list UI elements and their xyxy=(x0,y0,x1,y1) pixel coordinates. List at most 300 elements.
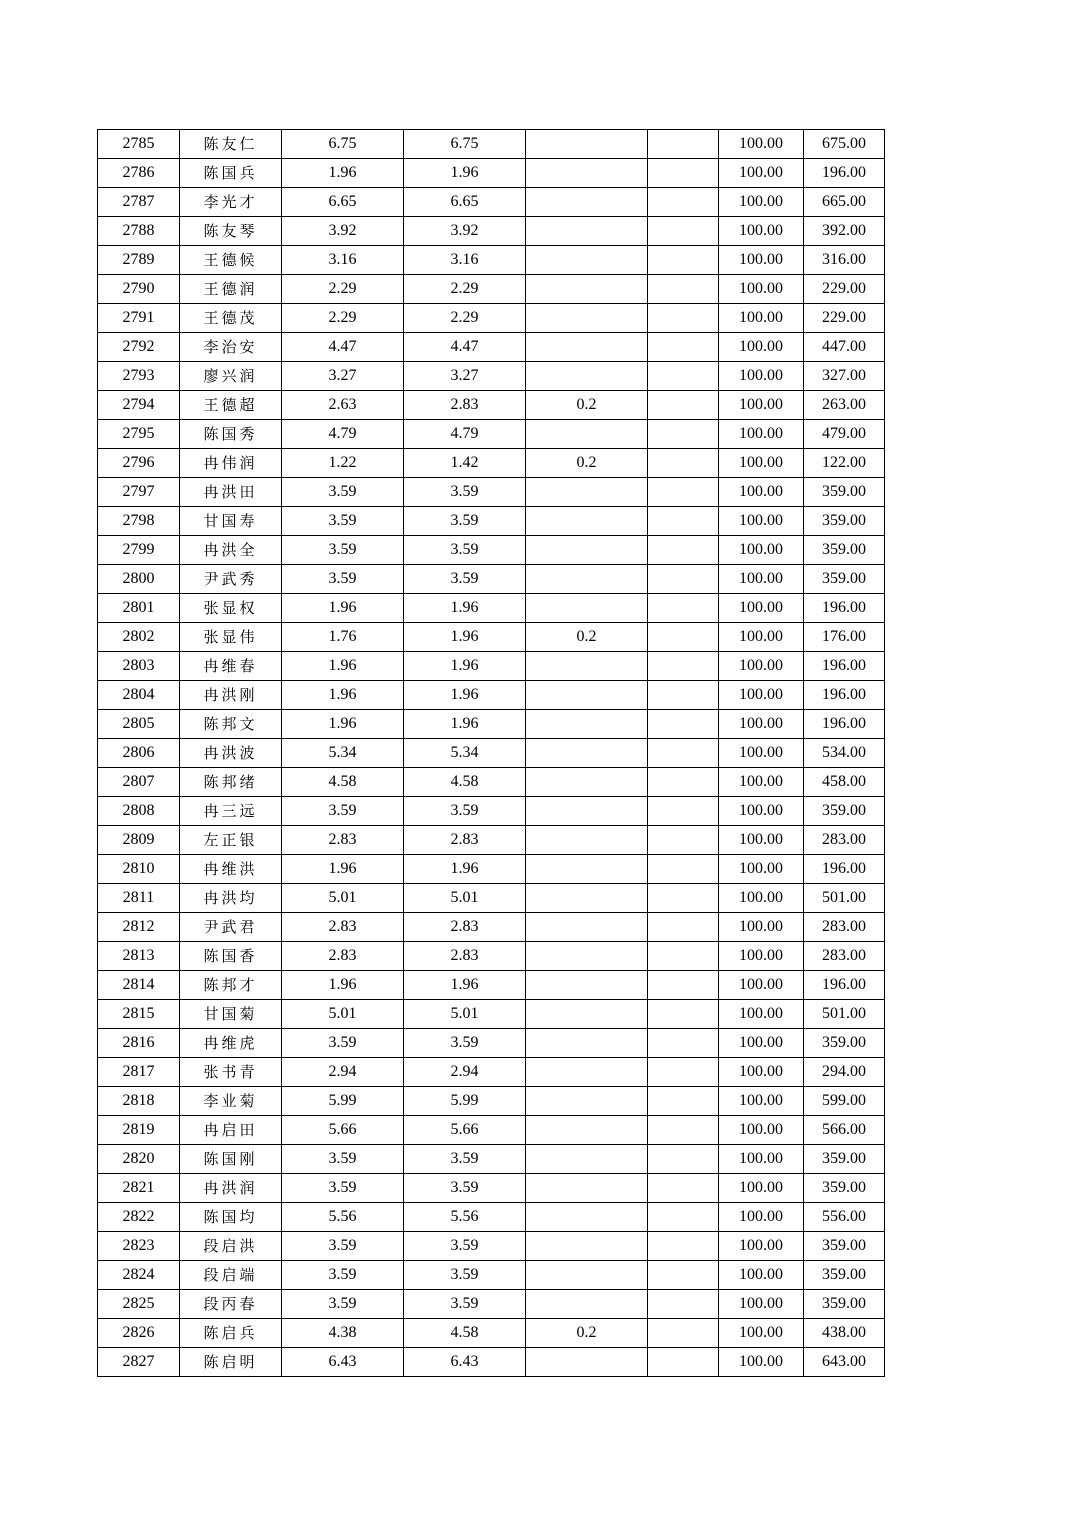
serial-number-cell: 2794 xyxy=(98,391,180,420)
amount-cell: 327.00 xyxy=(804,362,885,391)
amount-cell: 359.00 xyxy=(804,1174,885,1203)
name-cell: 尹武秀 xyxy=(180,565,282,594)
rate-cell: 100.00 xyxy=(719,768,804,797)
deduction-cell xyxy=(526,246,648,275)
deduction-cell xyxy=(526,565,648,594)
amount-cell: 196.00 xyxy=(804,652,885,681)
table-row xyxy=(98,884,885,913)
rate-cell: 100.00 xyxy=(719,188,804,217)
table-row xyxy=(98,1029,885,1058)
rate-cell: 100.00 xyxy=(719,420,804,449)
rate-cell: 100.00 xyxy=(719,1348,804,1377)
table-row xyxy=(98,1261,885,1290)
blank-cell xyxy=(648,536,719,565)
rate-cell: 100.00 xyxy=(719,710,804,739)
area-cell: 5.66 xyxy=(282,1116,404,1145)
name-cell: 陈友琴 xyxy=(180,217,282,246)
serial-number-cell: 2811 xyxy=(98,884,180,913)
name-cell: 李业菊 xyxy=(180,1087,282,1116)
table-row xyxy=(98,913,885,942)
blank-cell xyxy=(648,710,719,739)
blank-cell xyxy=(648,1319,719,1348)
area-cell: 5.01 xyxy=(282,1000,404,1029)
serial-number-cell: 2817 xyxy=(98,1058,180,1087)
serial-number-cell: 2800 xyxy=(98,565,180,594)
total-area-cell: 5.34 xyxy=(404,739,526,768)
rate-cell: 100.00 xyxy=(719,1203,804,1232)
blank-cell xyxy=(648,1348,719,1377)
area-cell: 2.83 xyxy=(282,913,404,942)
table-row xyxy=(98,536,885,565)
rate-cell: 100.00 xyxy=(719,130,804,159)
amount-cell: 196.00 xyxy=(804,594,885,623)
serial-number-cell: 2790 xyxy=(98,275,180,304)
blank-cell xyxy=(648,913,719,942)
deduction-cell xyxy=(526,362,648,391)
table-row xyxy=(98,1174,885,1203)
total-area-cell: 1.96 xyxy=(404,681,526,710)
amount-cell: 122.00 xyxy=(804,449,885,478)
area-cell: 3.16 xyxy=(282,246,404,275)
total-area-cell: 5.01 xyxy=(404,884,526,913)
amount-cell: 359.00 xyxy=(804,1029,885,1058)
table-row xyxy=(98,1000,885,1029)
serial-number-cell: 2786 xyxy=(98,159,180,188)
serial-number-cell: 2806 xyxy=(98,739,180,768)
table-row xyxy=(98,449,885,478)
table-row xyxy=(98,652,885,681)
table-row xyxy=(98,1087,885,1116)
blank-cell xyxy=(648,1203,719,1232)
name-cell: 王德茂 xyxy=(180,304,282,333)
area-cell: 3.59 xyxy=(282,1261,404,1290)
amount-cell: 229.00 xyxy=(804,304,885,333)
total-area-cell: 2.83 xyxy=(404,391,526,420)
total-area-cell: 4.58 xyxy=(404,768,526,797)
name-cell: 冉三远 xyxy=(180,797,282,826)
name-cell: 甘国寿 xyxy=(180,507,282,536)
total-area-cell: 2.83 xyxy=(404,913,526,942)
name-cell: 冉洪波 xyxy=(180,739,282,768)
serial-number-cell: 2826 xyxy=(98,1319,180,1348)
area-cell: 1.96 xyxy=(282,652,404,681)
amount-cell: 196.00 xyxy=(804,159,885,188)
total-area-cell: 3.59 xyxy=(404,1145,526,1174)
table-row xyxy=(98,217,885,246)
table-row xyxy=(98,797,885,826)
amount-cell: 316.00 xyxy=(804,246,885,275)
area-cell: 3.59 xyxy=(282,1290,404,1319)
area-cell: 4.47 xyxy=(282,333,404,362)
amount-cell: 283.00 xyxy=(804,826,885,855)
table-row xyxy=(98,1348,885,1377)
serial-number-cell: 2822 xyxy=(98,1203,180,1232)
name-cell: 陈国刚 xyxy=(180,1145,282,1174)
deduction-cell xyxy=(526,1000,648,1029)
name-cell: 张显伟 xyxy=(180,623,282,652)
name-cell: 冉洪刚 xyxy=(180,681,282,710)
serial-number-cell: 2807 xyxy=(98,768,180,797)
total-area-cell: 3.59 xyxy=(404,1232,526,1261)
rate-cell: 100.00 xyxy=(719,942,804,971)
amount-cell: 501.00 xyxy=(804,1000,885,1029)
deduction-cell xyxy=(526,1174,648,1203)
serial-number-cell: 2815 xyxy=(98,1000,180,1029)
amount-cell: 283.00 xyxy=(804,942,885,971)
table-row xyxy=(98,971,885,1000)
area-cell: 5.34 xyxy=(282,739,404,768)
deduction-cell xyxy=(526,1145,648,1174)
area-cell: 5.01 xyxy=(282,884,404,913)
name-cell: 陈国秀 xyxy=(180,420,282,449)
name-cell: 陈国均 xyxy=(180,1203,282,1232)
amount-cell: 534.00 xyxy=(804,739,885,768)
amount-cell: 196.00 xyxy=(804,681,885,710)
rate-cell: 100.00 xyxy=(719,217,804,246)
total-area-cell: 4.58 xyxy=(404,1319,526,1348)
area-cell: 3.92 xyxy=(282,217,404,246)
deduction-cell xyxy=(526,942,648,971)
name-cell: 王德超 xyxy=(180,391,282,420)
amount-cell: 229.00 xyxy=(804,275,885,304)
serial-number-cell: 2798 xyxy=(98,507,180,536)
serial-number-cell: 2789 xyxy=(98,246,180,275)
rate-cell: 100.00 xyxy=(719,159,804,188)
serial-number-cell: 2801 xyxy=(98,594,180,623)
deduction-cell xyxy=(526,275,648,304)
deduction-cell xyxy=(526,304,648,333)
blank-cell xyxy=(648,159,719,188)
total-area-cell: 6.65 xyxy=(404,188,526,217)
amount-cell: 359.00 xyxy=(804,565,885,594)
table-row xyxy=(98,623,885,652)
name-cell: 冉洪均 xyxy=(180,884,282,913)
serial-number-cell: 2827 xyxy=(98,1348,180,1377)
area-cell: 3.27 xyxy=(282,362,404,391)
blank-cell xyxy=(648,681,719,710)
amount-cell: 283.00 xyxy=(804,913,885,942)
name-cell: 冉维虎 xyxy=(180,1029,282,1058)
deduction-cell: 0.2 xyxy=(526,1319,648,1348)
blank-cell xyxy=(648,797,719,826)
blank-cell xyxy=(648,971,719,1000)
deduction-cell xyxy=(526,159,648,188)
blank-cell xyxy=(648,1290,719,1319)
table-row xyxy=(98,507,885,536)
area-cell: 2.83 xyxy=(282,826,404,855)
area-cell: 2.29 xyxy=(282,304,404,333)
area-cell: 1.96 xyxy=(282,971,404,1000)
name-cell: 陈邦文 xyxy=(180,710,282,739)
area-cell: 1.96 xyxy=(282,681,404,710)
amount-cell: 196.00 xyxy=(804,855,885,884)
blank-cell xyxy=(648,826,719,855)
serial-number-cell: 2816 xyxy=(98,1029,180,1058)
blank-cell xyxy=(648,623,719,652)
amount-cell: 359.00 xyxy=(804,1145,885,1174)
rate-cell: 100.00 xyxy=(719,797,804,826)
serial-number-cell: 2812 xyxy=(98,913,180,942)
serial-number-cell: 2814 xyxy=(98,971,180,1000)
total-area-cell: 1.96 xyxy=(404,971,526,1000)
total-area-cell: 3.59 xyxy=(404,507,526,536)
amount-cell: 675.00 xyxy=(804,130,885,159)
name-cell: 冉洪润 xyxy=(180,1174,282,1203)
table-row xyxy=(98,188,885,217)
total-area-cell: 1.96 xyxy=(404,710,526,739)
rate-cell: 100.00 xyxy=(719,913,804,942)
amount-cell: 294.00 xyxy=(804,1058,885,1087)
total-area-cell: 2.83 xyxy=(404,942,526,971)
deduction-cell: 0.2 xyxy=(526,623,648,652)
data-table xyxy=(97,129,885,1377)
blank-cell xyxy=(648,362,719,391)
deduction-cell xyxy=(526,739,648,768)
serial-number-cell: 2785 xyxy=(98,130,180,159)
rate-cell: 100.00 xyxy=(719,739,804,768)
rate-cell: 100.00 xyxy=(719,855,804,884)
name-cell: 陈邦绪 xyxy=(180,768,282,797)
rate-cell: 100.00 xyxy=(719,652,804,681)
blank-cell xyxy=(648,333,719,362)
amount-cell: 359.00 xyxy=(804,1261,885,1290)
amount-cell: 176.00 xyxy=(804,623,885,652)
table-row xyxy=(98,333,885,362)
rate-cell: 100.00 xyxy=(719,1116,804,1145)
serial-number-cell: 2791 xyxy=(98,304,180,333)
rate-cell: 100.00 xyxy=(719,884,804,913)
blank-cell xyxy=(648,942,719,971)
blank-cell xyxy=(648,1174,719,1203)
rate-cell: 100.00 xyxy=(719,681,804,710)
deduction-cell xyxy=(526,855,648,884)
table-row xyxy=(98,1232,885,1261)
name-cell: 李治安 xyxy=(180,333,282,362)
serial-number-cell: 2803 xyxy=(98,652,180,681)
total-area-cell: 2.29 xyxy=(404,304,526,333)
rate-cell: 100.00 xyxy=(719,1000,804,1029)
serial-number-cell: 2805 xyxy=(98,710,180,739)
serial-number-cell: 2804 xyxy=(98,681,180,710)
blank-cell xyxy=(648,1261,719,1290)
name-cell: 冉伟润 xyxy=(180,449,282,478)
serial-number-cell: 2821 xyxy=(98,1174,180,1203)
blank-cell xyxy=(648,652,719,681)
rate-cell: 100.00 xyxy=(719,1174,804,1203)
total-area-cell: 2.94 xyxy=(404,1058,526,1087)
total-area-cell: 3.59 xyxy=(404,1174,526,1203)
rate-cell: 100.00 xyxy=(719,594,804,623)
table-row xyxy=(98,304,885,333)
area-cell: 3.59 xyxy=(282,536,404,565)
serial-number-cell: 2802 xyxy=(98,623,180,652)
name-cell: 王德候 xyxy=(180,246,282,275)
amount-cell: 665.00 xyxy=(804,188,885,217)
rate-cell: 100.00 xyxy=(719,304,804,333)
amount-cell: 438.00 xyxy=(804,1319,885,1348)
total-area-cell: 5.56 xyxy=(404,1203,526,1232)
area-cell: 6.75 xyxy=(282,130,404,159)
total-area-cell: 5.01 xyxy=(404,1000,526,1029)
table-row xyxy=(98,159,885,188)
amount-cell: 501.00 xyxy=(804,884,885,913)
name-cell: 甘国菊 xyxy=(180,1000,282,1029)
amount-cell: 359.00 xyxy=(804,1232,885,1261)
area-cell: 3.59 xyxy=(282,1174,404,1203)
area-cell: 3.59 xyxy=(282,478,404,507)
blank-cell xyxy=(648,855,719,884)
serial-number-cell: 2825 xyxy=(98,1290,180,1319)
table-row xyxy=(98,826,885,855)
name-cell: 李光才 xyxy=(180,188,282,217)
amount-cell: 458.00 xyxy=(804,768,885,797)
area-cell: 1.76 xyxy=(282,623,404,652)
area-cell: 2.63 xyxy=(282,391,404,420)
table-row xyxy=(98,391,885,420)
total-area-cell: 5.99 xyxy=(404,1087,526,1116)
serial-number-cell: 2813 xyxy=(98,942,180,971)
table-row xyxy=(98,1058,885,1087)
area-cell: 3.59 xyxy=(282,1029,404,1058)
name-cell: 廖兴润 xyxy=(180,362,282,391)
name-cell: 尹武君 xyxy=(180,913,282,942)
deduction-cell xyxy=(526,710,648,739)
blank-cell xyxy=(648,391,719,420)
total-area-cell: 3.59 xyxy=(404,1029,526,1058)
table-row xyxy=(98,681,885,710)
blank-cell xyxy=(648,1232,719,1261)
total-area-cell: 3.92 xyxy=(404,217,526,246)
blank-cell xyxy=(648,565,719,594)
total-area-cell: 1.96 xyxy=(404,652,526,681)
name-cell: 段启洪 xyxy=(180,1232,282,1261)
deduction-cell xyxy=(526,797,648,826)
rate-cell: 100.00 xyxy=(719,391,804,420)
total-area-cell: 3.59 xyxy=(404,565,526,594)
total-area-cell: 2.29 xyxy=(404,275,526,304)
serial-number-cell: 2818 xyxy=(98,1087,180,1116)
table-row xyxy=(98,478,885,507)
deduction-cell xyxy=(526,188,648,217)
rate-cell: 100.00 xyxy=(719,536,804,565)
total-area-cell: 4.79 xyxy=(404,420,526,449)
table-row xyxy=(98,1116,885,1145)
name-cell: 陈启兵 xyxy=(180,1319,282,1348)
area-cell: 3.59 xyxy=(282,1145,404,1174)
table-row xyxy=(98,362,885,391)
name-cell: 张书青 xyxy=(180,1058,282,1087)
total-area-cell: 3.59 xyxy=(404,797,526,826)
rate-cell: 100.00 xyxy=(719,971,804,1000)
table-row xyxy=(98,420,885,449)
rate-cell: 100.00 xyxy=(719,275,804,304)
name-cell: 冉启田 xyxy=(180,1116,282,1145)
deduction-cell xyxy=(526,333,648,362)
blank-cell xyxy=(648,478,719,507)
blank-cell xyxy=(648,130,719,159)
table-row xyxy=(98,565,885,594)
serial-number-cell: 2787 xyxy=(98,188,180,217)
deduction-cell: 0.2 xyxy=(526,449,648,478)
table-row xyxy=(98,130,885,159)
table-row xyxy=(98,942,885,971)
area-cell: 2.94 xyxy=(282,1058,404,1087)
total-area-cell: 3.59 xyxy=(404,478,526,507)
total-area-cell: 1.96 xyxy=(404,159,526,188)
total-area-cell: 1.96 xyxy=(404,623,526,652)
deduction-cell: 0.2 xyxy=(526,391,648,420)
serial-number-cell: 2819 xyxy=(98,1116,180,1145)
deduction-cell xyxy=(526,1290,648,1319)
area-cell: 3.59 xyxy=(282,507,404,536)
name-cell: 段启端 xyxy=(180,1261,282,1290)
amount-cell: 392.00 xyxy=(804,217,885,246)
area-cell: 5.99 xyxy=(282,1087,404,1116)
blank-cell xyxy=(648,739,719,768)
table-row xyxy=(98,768,885,797)
rate-cell: 100.00 xyxy=(719,1319,804,1348)
table-row xyxy=(98,1290,885,1319)
rate-cell: 100.00 xyxy=(719,1290,804,1319)
deduction-cell xyxy=(526,594,648,623)
blank-cell xyxy=(648,1116,719,1145)
rate-cell: 100.00 xyxy=(719,1232,804,1261)
name-cell: 陈友仁 xyxy=(180,130,282,159)
area-cell: 1.22 xyxy=(282,449,404,478)
deduction-cell xyxy=(526,1348,648,1377)
deduction-cell xyxy=(526,652,648,681)
blank-cell xyxy=(648,1000,719,1029)
blank-cell xyxy=(648,1058,719,1087)
name-cell: 冉洪田 xyxy=(180,478,282,507)
table-row xyxy=(98,275,885,304)
rate-cell: 100.00 xyxy=(719,623,804,652)
amount-cell: 196.00 xyxy=(804,710,885,739)
area-cell: 2.83 xyxy=(282,942,404,971)
amount-cell: 359.00 xyxy=(804,1290,885,1319)
deduction-cell xyxy=(526,1087,648,1116)
deduction-cell xyxy=(526,217,648,246)
name-cell: 王德润 xyxy=(180,275,282,304)
deduction-cell xyxy=(526,913,648,942)
total-area-cell: 5.66 xyxy=(404,1116,526,1145)
name-cell: 冉维春 xyxy=(180,652,282,681)
area-cell: 3.59 xyxy=(282,797,404,826)
area-cell: 6.65 xyxy=(282,188,404,217)
rate-cell: 100.00 xyxy=(719,1029,804,1058)
amount-cell: 359.00 xyxy=(804,797,885,826)
amount-cell: 196.00 xyxy=(804,971,885,1000)
total-area-cell: 1.96 xyxy=(404,594,526,623)
rate-cell: 100.00 xyxy=(719,1058,804,1087)
rate-cell: 100.00 xyxy=(719,333,804,362)
area-cell: 3.59 xyxy=(282,565,404,594)
amount-cell: 447.00 xyxy=(804,333,885,362)
rate-cell: 100.00 xyxy=(719,246,804,275)
blank-cell xyxy=(648,884,719,913)
deduction-cell xyxy=(526,478,648,507)
serial-number-cell: 2799 xyxy=(98,536,180,565)
name-cell: 陈邦才 xyxy=(180,971,282,1000)
total-area-cell: 1.42 xyxy=(404,449,526,478)
deduction-cell xyxy=(526,681,648,710)
name-cell: 张显权 xyxy=(180,594,282,623)
serial-number-cell: 2793 xyxy=(98,362,180,391)
blank-cell xyxy=(648,275,719,304)
total-area-cell: 1.96 xyxy=(404,855,526,884)
amount-cell: 263.00 xyxy=(804,391,885,420)
table-row xyxy=(98,739,885,768)
